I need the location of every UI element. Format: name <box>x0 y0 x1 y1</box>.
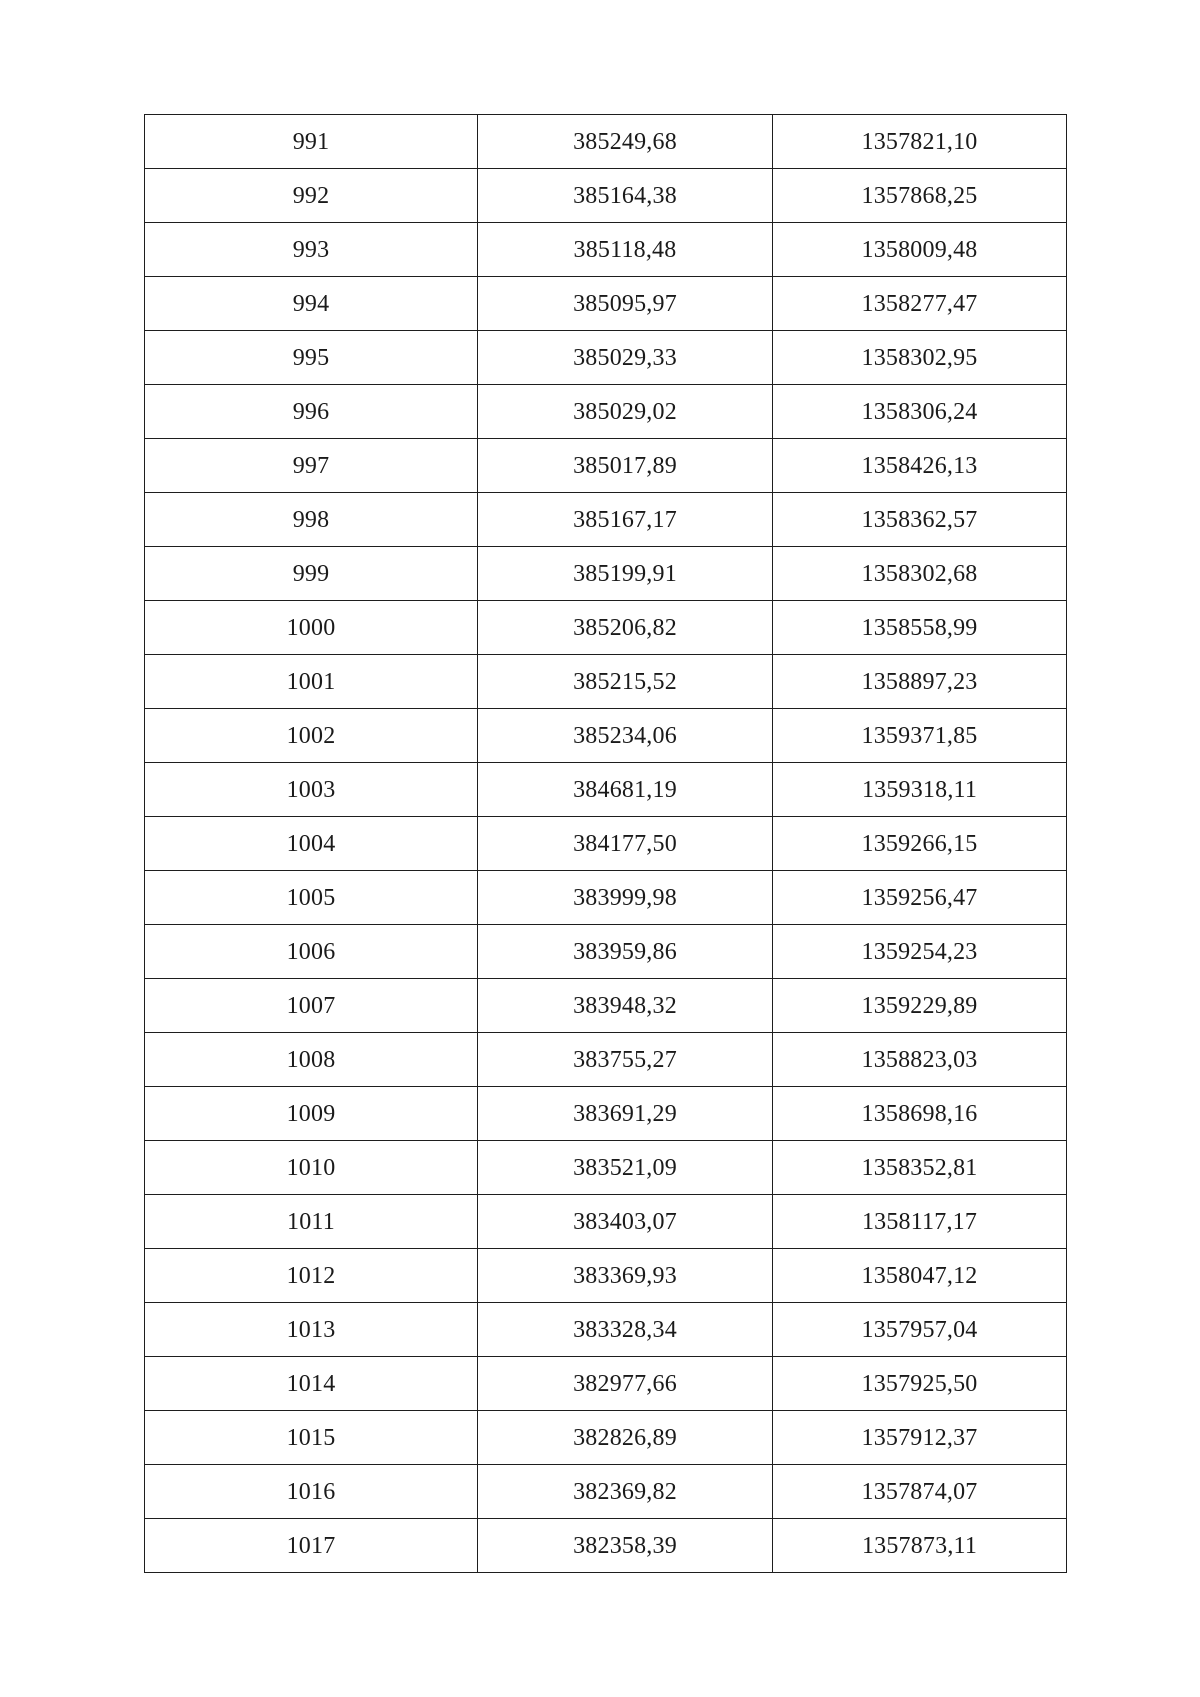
point-number-cell: 1010 <box>145 1141 478 1195</box>
table-row <box>145 1141 1067 1195</box>
y-coordinate-cell: 1358426,13 <box>773 439 1067 493</box>
x-coordinate-cell: 383691,29 <box>478 1087 773 1141</box>
x-coordinate-cell: 385118,48 <box>478 223 773 277</box>
point-number-cell: 991 <box>145 115 478 169</box>
point-number-cell: 1005 <box>145 871 478 925</box>
point-number-cell: 1006 <box>145 925 478 979</box>
point-number-cell: 1008 <box>145 1033 478 1087</box>
point-number-cell: 1015 <box>145 1411 478 1465</box>
y-coordinate-cell: 1357925,50 <box>773 1357 1067 1411</box>
coordinates-table-body <box>145 115 1067 1573</box>
point-number-cell: 1012 <box>145 1249 478 1303</box>
y-coordinate-cell: 1357868,25 <box>773 169 1067 223</box>
x-coordinate-cell: 385017,89 <box>478 439 773 493</box>
point-number-cell: 1016 <box>145 1465 478 1519</box>
table-row <box>145 385 1067 439</box>
point-number-cell: 1011 <box>145 1195 478 1249</box>
y-coordinate-cell: 1358698,16 <box>773 1087 1067 1141</box>
y-coordinate-cell: 1359266,15 <box>773 817 1067 871</box>
point-number-cell: 996 <box>145 385 478 439</box>
x-coordinate-cell: 385029,02 <box>478 385 773 439</box>
table-row <box>145 871 1067 925</box>
table-row <box>145 1411 1067 1465</box>
y-coordinate-cell: 1358302,68 <box>773 547 1067 601</box>
x-coordinate-cell: 385206,82 <box>478 601 773 655</box>
point-number-cell: 1004 <box>145 817 478 871</box>
point-number-cell: 1003 <box>145 763 478 817</box>
x-coordinate-cell: 382977,66 <box>478 1357 773 1411</box>
y-coordinate-cell: 1357957,04 <box>773 1303 1067 1357</box>
y-coordinate-cell: 1358558,99 <box>773 601 1067 655</box>
table-row <box>145 115 1067 169</box>
x-coordinate-cell: 383755,27 <box>478 1033 773 1087</box>
x-coordinate-cell: 383403,07 <box>478 1195 773 1249</box>
y-coordinate-cell: 1359256,47 <box>773 871 1067 925</box>
table-row <box>145 925 1067 979</box>
x-coordinate-cell: 382358,39 <box>478 1519 773 1573</box>
y-coordinate-cell: 1357874,07 <box>773 1465 1067 1519</box>
x-coordinate-cell: 385164,38 <box>478 169 773 223</box>
point-number-cell: 1017 <box>145 1519 478 1573</box>
point-number-cell: 995 <box>145 331 478 385</box>
y-coordinate-cell: 1357873,11 <box>773 1519 1067 1573</box>
point-number-cell: 1009 <box>145 1087 478 1141</box>
table-row <box>145 277 1067 331</box>
table-row <box>145 331 1067 385</box>
x-coordinate-cell: 385029,33 <box>478 331 773 385</box>
y-coordinate-cell: 1358823,03 <box>773 1033 1067 1087</box>
y-coordinate-cell: 1358306,24 <box>773 385 1067 439</box>
point-number-cell: 1013 <box>145 1303 478 1357</box>
y-coordinate-cell: 1358009,48 <box>773 223 1067 277</box>
point-number-cell: 997 <box>145 439 478 493</box>
table-row <box>145 601 1067 655</box>
table-row <box>145 1519 1067 1573</box>
table-row <box>145 655 1067 709</box>
x-coordinate-cell: 385095,97 <box>478 277 773 331</box>
table-row <box>145 817 1067 871</box>
point-number-cell: 993 <box>145 223 478 277</box>
x-coordinate-cell: 382826,89 <box>478 1411 773 1465</box>
y-coordinate-cell: 1357821,10 <box>773 115 1067 169</box>
x-coordinate-cell: 383999,98 <box>478 871 773 925</box>
table-row <box>145 709 1067 763</box>
x-coordinate-cell: 385249,68 <box>478 115 773 169</box>
x-coordinate-cell: 382369,82 <box>478 1465 773 1519</box>
x-coordinate-cell: 384681,19 <box>478 763 773 817</box>
table-row <box>145 1033 1067 1087</box>
x-coordinate-cell: 383328,34 <box>478 1303 773 1357</box>
x-coordinate-cell: 385167,17 <box>478 493 773 547</box>
table-row <box>145 1195 1067 1249</box>
x-coordinate-cell: 385215,52 <box>478 655 773 709</box>
point-number-cell: 992 <box>145 169 478 223</box>
y-coordinate-cell: 1358362,57 <box>773 493 1067 547</box>
table-row <box>145 223 1067 277</box>
y-coordinate-cell: 1359371,85 <box>773 709 1067 763</box>
point-number-cell: 1000 <box>145 601 478 655</box>
point-number-cell: 1001 <box>145 655 478 709</box>
coordinates-table <box>144 114 1067 1573</box>
table-row <box>145 1249 1067 1303</box>
y-coordinate-cell: 1359254,23 <box>773 925 1067 979</box>
y-coordinate-cell: 1358047,12 <box>773 1249 1067 1303</box>
table-row <box>145 439 1067 493</box>
table-row <box>145 1087 1067 1141</box>
y-coordinate-cell: 1358117,17 <box>773 1195 1067 1249</box>
x-coordinate-cell: 383959,86 <box>478 925 773 979</box>
y-coordinate-cell: 1357912,37 <box>773 1411 1067 1465</box>
point-number-cell: 1014 <box>145 1357 478 1411</box>
y-coordinate-cell: 1359229,89 <box>773 979 1067 1033</box>
table-row <box>145 493 1067 547</box>
table-row <box>145 547 1067 601</box>
table-row <box>145 979 1067 1033</box>
table-row <box>145 1303 1067 1357</box>
table-row <box>145 1465 1067 1519</box>
y-coordinate-cell: 1358277,47 <box>773 277 1067 331</box>
x-coordinate-cell: 385199,91 <box>478 547 773 601</box>
x-coordinate-cell: 383369,93 <box>478 1249 773 1303</box>
point-number-cell: 994 <box>145 277 478 331</box>
x-coordinate-cell: 385234,06 <box>478 709 773 763</box>
y-coordinate-cell: 1358302,95 <box>773 331 1067 385</box>
point-number-cell: 998 <box>145 493 478 547</box>
y-coordinate-cell: 1358352,81 <box>773 1141 1067 1195</box>
table-row <box>145 763 1067 817</box>
y-coordinate-cell: 1358897,23 <box>773 655 1067 709</box>
x-coordinate-cell: 383521,09 <box>478 1141 773 1195</box>
x-coordinate-cell: 383948,32 <box>478 979 773 1033</box>
table-row <box>145 169 1067 223</box>
point-number-cell: 1007 <box>145 979 478 1033</box>
y-coordinate-cell: 1359318,11 <box>773 763 1067 817</box>
x-coordinate-cell: 384177,50 <box>478 817 773 871</box>
table-row <box>145 1357 1067 1411</box>
point-number-cell: 999 <box>145 547 478 601</box>
point-number-cell: 1002 <box>145 709 478 763</box>
